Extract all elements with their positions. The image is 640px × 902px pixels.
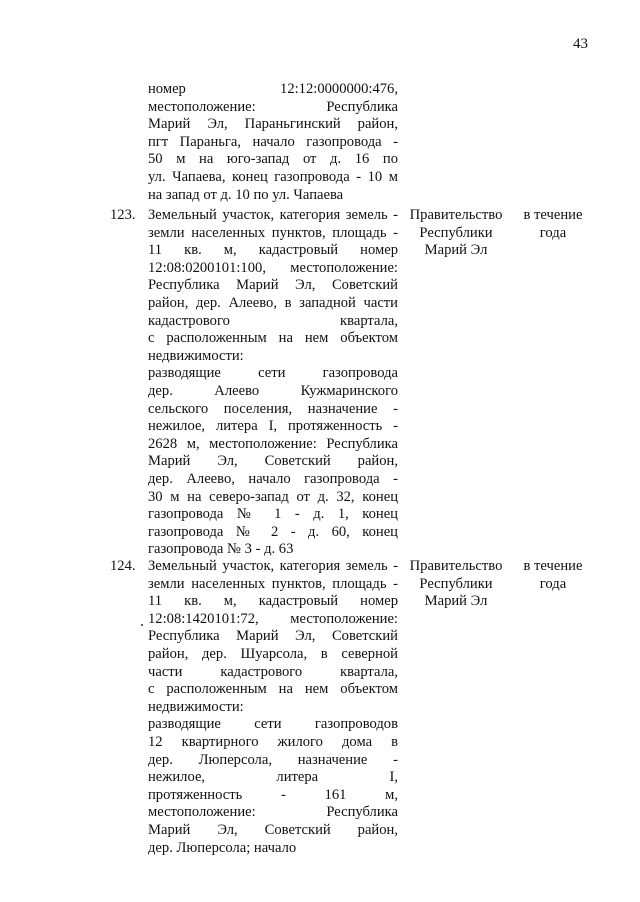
responsible-line: Правительство <box>409 558 503 574</box>
text-line: Марий Эл, Параньгинский район, <box>148 116 398 133</box>
text-line: недвижимости: <box>148 698 244 715</box>
row-term-123 <box>508 207 598 242</box>
text-line: газопровода № 1 - д. 1, конец <box>148 506 398 523</box>
row-responsible-124 <box>406 558 506 611</box>
text-line: местоположение: Республика <box>148 804 398 821</box>
text-line: Земельный участок, категория земель - <box>148 207 398 223</box>
text-line: 11 кв. м, кадастровый номер <box>148 593 398 610</box>
text-line: разводящие сети газопроводов <box>148 716 398 733</box>
text-line: 50 м на юго-запад от д. 16 по <box>148 151 398 168</box>
row-responsible-123 <box>406 207 506 260</box>
responsible-line: Республики <box>419 224 493 241</box>
text-line: 11 кв. м, кадастровый номер <box>148 242 398 259</box>
text-line: Марий Эл, Советский район, <box>148 453 398 470</box>
text-line: 30 м на северо-запад от д. 32, конец <box>148 488 398 505</box>
row-description-124 <box>148 558 398 857</box>
term-line: в течение <box>523 207 583 223</box>
continuation-description <box>148 81 398 204</box>
text-line: земли населенных пунктов, площадь - <box>148 575 398 592</box>
text-line: дер. Алеево, начало газопровода - <box>148 470 398 487</box>
text-line: нежилое, литера I, <box>148 769 398 786</box>
term-line: года <box>539 575 567 592</box>
text-line: нежилое, литера I, протяженность - <box>148 418 398 435</box>
text-line: земли населенных пунктов, площадь - <box>148 224 398 241</box>
text-line: район, дер. Алеево, в западной части <box>148 294 398 311</box>
text-line: части кадастрового квартала, <box>148 663 398 680</box>
text-line: дер. Алеево Кужмаринского <box>148 382 398 399</box>
responsible-line: Марий Эл <box>424 593 488 610</box>
text-line: с расположенным на нем объектом <box>148 681 398 698</box>
page-number: 43 <box>573 36 588 52</box>
text-line: пгт Параньга, начало газопровода - <box>148 133 398 150</box>
responsible-line: Правительство <box>409 207 503 223</box>
text-line: газопровода № 2 - д. 60, конец <box>148 523 398 540</box>
row-description-123 <box>148 207 398 559</box>
text-line: Земельный участок, категория земель - <box>148 558 398 574</box>
text-line: Марий Эл, Советский район, <box>148 821 398 838</box>
text-line: 12 квартирного жилого дома в <box>148 733 398 750</box>
responsible-line: Республики <box>419 575 493 592</box>
text-line: на запад от д. 10 по ул. Чапаева <box>148 186 344 203</box>
text-line: протяженность - 161 м, <box>148 786 398 803</box>
text-line: местоположение: Республика <box>148 98 398 115</box>
row-number-123: 123. <box>110 207 136 223</box>
term-line: в течение <box>523 558 583 574</box>
text-line: 2628 м, местоположение: Республика <box>148 435 398 452</box>
scan-speck <box>141 624 143 626</box>
text-line: 12:08:0200101:100, местоположение: <box>148 259 398 276</box>
text-line: кадастрового квартала, <box>148 312 398 329</box>
row-number-124: 124. <box>110 558 136 574</box>
text-line: сельского поселения, назначение - <box>148 400 398 417</box>
text-line: район, дер. Шуарсола, в северной <box>148 645 398 662</box>
text-line: дер. Люперсола; начало <box>148 839 297 856</box>
text-line: номер 12:12:0000000:476, <box>148 81 398 97</box>
text-line: с расположенным на нем объектом <box>148 330 398 347</box>
text-line: 12:08:1420101:72, местоположение: <box>148 610 398 627</box>
text-line: ул. Чапаева, конец газопровода - 10 м <box>148 168 398 185</box>
text-line: газопровода № 3 - д. 63 <box>148 541 294 558</box>
row-term-124 <box>508 558 598 593</box>
responsible-line: Марий Эл <box>424 242 488 259</box>
text-line: недвижимости: <box>148 347 244 364</box>
text-line: дер. Люперсола, назначение - <box>148 751 398 768</box>
term-line: года <box>539 224 567 241</box>
text-line: Республика Марий Эл, Советский <box>148 628 398 645</box>
text-line: разводящие сети газопровода <box>148 365 398 382</box>
text-line: Республика Марий Эл, Советский <box>148 277 398 294</box>
